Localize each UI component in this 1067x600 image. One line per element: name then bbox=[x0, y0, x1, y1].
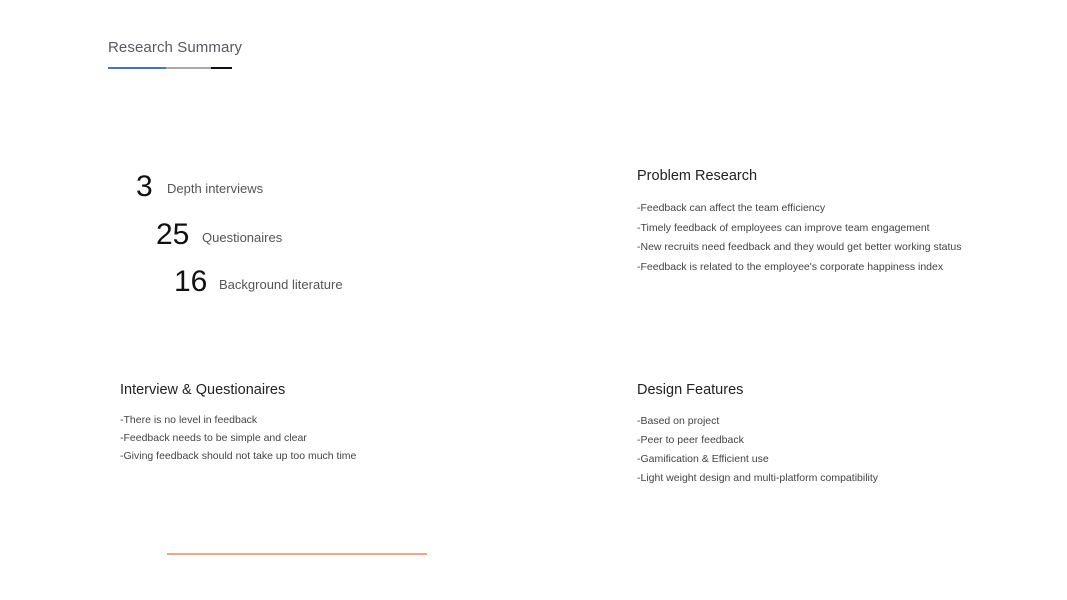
interview-questionaires-heading: Interview & Questionaires bbox=[120, 382, 286, 398]
stat-label: Questionaires bbox=[202, 230, 283, 245]
list-item: -Feedback needs to be simple and clear bbox=[120, 432, 307, 445]
stat-value: 25 bbox=[156, 218, 190, 251]
title-underline-blue bbox=[108, 67, 166, 69]
design-features-section bbox=[637, 382, 878, 488]
interview-questionaires-section bbox=[120, 382, 356, 466]
title-underline-black bbox=[211, 67, 232, 69]
stat-label: Background literature bbox=[219, 277, 343, 292]
design-features-heading: Design Features bbox=[637, 382, 744, 398]
list-item: -Light weight design and multi-platform compatibility bbox=[637, 472, 879, 484]
design-features-list bbox=[637, 412, 878, 488]
stat-label: Depth interviews bbox=[167, 181, 264, 196]
list-item: -Timely feedback of employees can improve team engagement bbox=[637, 221, 930, 234]
list-item: -Feedback can affect the team efficiency bbox=[637, 202, 826, 214]
accent-divider bbox=[167, 553, 427, 555]
list-item: -Gamification & Efficient use bbox=[637, 453, 769, 465]
list-item: -Peer to peer feedback bbox=[637, 434, 744, 446]
list-item: -Based on project bbox=[637, 415, 720, 427]
page-title: Research Summary bbox=[108, 39, 243, 56]
stat-value: 16 bbox=[174, 265, 208, 298]
list-item: -Feedback is related to the employee's corporate happiness index bbox=[637, 261, 944, 274]
interview-questionaires-list bbox=[120, 411, 356, 466]
problem-research-list bbox=[637, 199, 962, 278]
title-underline bbox=[108, 67, 232, 69]
title-underline-gray bbox=[166, 67, 211, 69]
problem-research-section bbox=[637, 168, 962, 278]
list-item: -New recruits need feedback and they would get better working status bbox=[637, 241, 962, 254]
stat-value: 3 bbox=[136, 170, 153, 203]
problem-research-heading: Problem Research bbox=[637, 168, 758, 184]
list-item: -There is no level in feedback bbox=[120, 414, 258, 426]
list-item: -Giving feedback should not take up too much time bbox=[120, 450, 357, 463]
